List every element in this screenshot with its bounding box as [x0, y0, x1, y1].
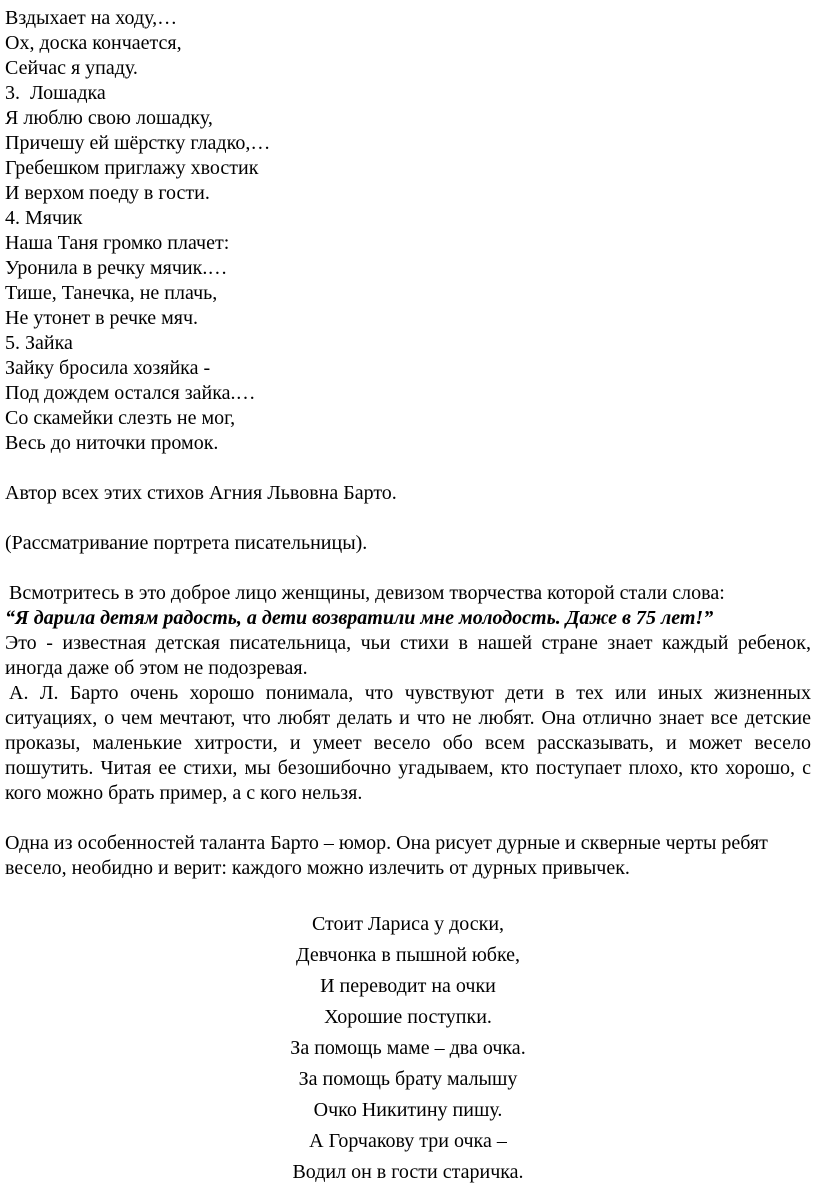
poem-line: Вздыхает на ходу,…: [5, 7, 178, 29]
final-poem-line: Водил он в гости старичка.: [292, 1161, 524, 1183]
final-poem: [5, 909, 811, 1188]
author-line: Автор всех этих стихов Агния Львовна Барто.: [5, 482, 397, 504]
final-poem-line: За помощь брату малышу: [298, 1068, 518, 1090]
poem-line: Наша Таня громко плачет:: [5, 232, 230, 254]
poem-line: Не утонет в речке мяч.: [5, 307, 199, 329]
poem-line: Со скамейки слезть не мог,: [5, 407, 236, 429]
final-poem-line: Очко Никитину пишу.: [313, 1099, 503, 1121]
poem-heading: 4. Мячик: [5, 207, 83, 229]
poem-line: Я люблю свою лошадку,: [5, 107, 213, 129]
poem-line: И верхом поеду в гости.: [5, 182, 210, 204]
poem-line: Под дождем остался зайка.…: [5, 382, 256, 404]
final-poem-line: За помощь маме – два очка.: [290, 1037, 526, 1059]
opening-poems: [5, 6, 811, 456]
final-poem-line: Хорошие поступки.: [324, 1006, 492, 1028]
poem-line: Весь до ниточки промок.: [5, 432, 219, 454]
poem-line: Тише, Танечка, не плачь,: [5, 282, 218, 304]
poem-heading: 5. Зайка: [5, 332, 73, 354]
poem-line: Уронила в речку мячик.…: [5, 257, 228, 279]
poem-line: Причешу ей шёрстку гладко,…: [5, 132, 271, 154]
understanding-paragraph: А. Л. Барто очень хорошо понимала, что чувствуют дети в тех или иных жизненных ситуациях, о чем мечтают, что любят делать и что не любят. Она отлично знает все детские проказы, маленькие хитрости, и умеет весело обо всем рассказывать, и может весело пошутить. Читая ее стихи, мы безошибочно угадываем, кто поступает плохо, кто хорошо, с кого можно брать пример, а с кого нельзя.: [5, 682, 811, 804]
final-poem-line: И переводит на очки: [320, 975, 496, 997]
final-poem-line: Стоит Лариса у доски,: [311, 913, 505, 935]
intro-line: Всмотритесь в это доброе лицо женщины, девизом творчества которой стали слова:: [9, 582, 725, 604]
poem-line: Сейчас я упаду.: [5, 57, 138, 79]
humor-paragraph: Одна из особенностей таланта Барто – юмор. Она рисует дурные и скверные черты ребят весело, необидно и верит: каждого можно излечить от дурных привычек.: [5, 832, 768, 879]
writer-paragraph: Это - известная детская писательница, чьи стихи в нашей стране знает каждый ребенок, иногда даже об этом не подозревая.: [5, 632, 811, 679]
poem-line: Гребешком приглажу хвостик: [5, 157, 259, 179]
portrait-note: (Рассматривание портрета писательницы).: [5, 532, 368, 554]
motto-quote: “Я дарила детям радость, а дети возвратили мне молодость. Даже в 75 лет!”: [5, 607, 714, 629]
final-poem-line: Девчонка в пышной юбке,: [295, 944, 521, 966]
intro-block: [5, 581, 811, 806]
final-poem-line: А Горчакову три очка –: [309, 1130, 507, 1152]
poem-line: Ох, доска кончается,: [5, 32, 182, 54]
poem-heading: 3. Лошадка: [5, 82, 106, 104]
poem-line: Зайку бросила хозяйка -: [5, 357, 211, 379]
